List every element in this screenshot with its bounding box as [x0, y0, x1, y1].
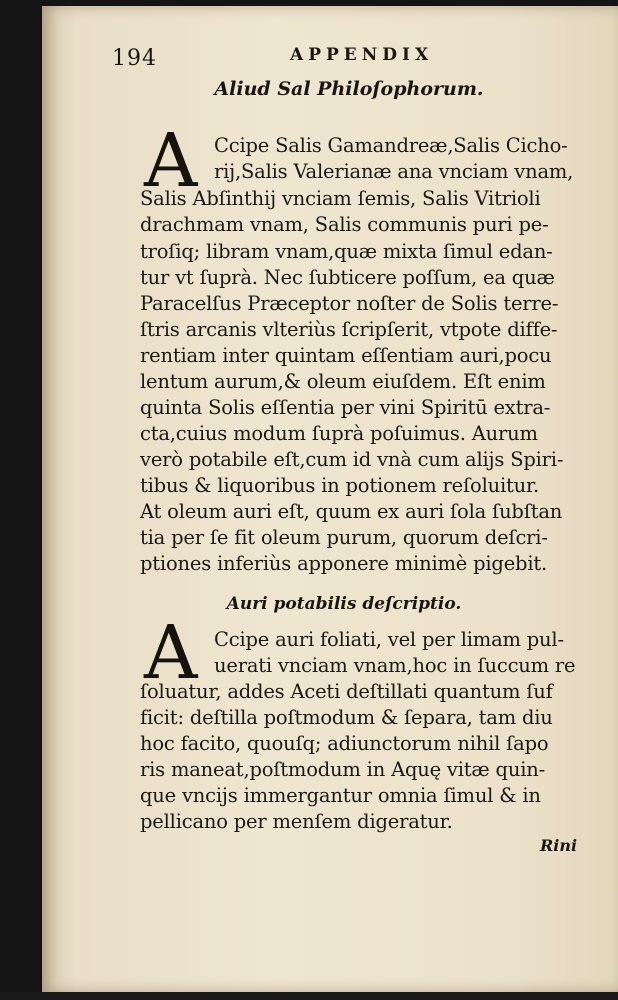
running-head: APPENDIX: [290, 45, 434, 65]
text-line: Ccipe auri foliati, vel per limam pul-: [214, 628, 564, 651]
text-line: lentum aurum,& oleum eiuſdem. Eſt enim: [140, 370, 546, 393]
text-line: hoc facito, quouſq; adiunctorum nihil ſapo: [140, 732, 549, 755]
text-line: At oleum auri eſt, quum ex auri ſola ſubſtan: [140, 500, 563, 523]
text-line: cta,cuius modum ſuprà poſuimus. Aurum: [140, 422, 538, 445]
drop-cap-1: A: [144, 118, 198, 204]
text-line: Ccipe Salis Gamandreæ,Salis Cicho-: [214, 134, 568, 157]
text-line: tibus & liquoribus in potionem reſoluitur.: [140, 474, 539, 497]
scan-border-left: [0, 0, 40, 1000]
drop-cap-2: A: [144, 610, 198, 696]
text-line: Salis Abſinthij vnciam ſemis, Salis Vitrioli: [140, 187, 541, 210]
section-heading-1: Aliud Sal Philoſophorum.: [214, 78, 484, 100]
text-line: ficit: deſtilla poſtmodum & ſepara, tam diu: [140, 706, 553, 729]
text-line: tia per ſe fit oleum purum, quorum deſcri-: [140, 526, 548, 549]
text-line: verò potabile eſt,cum id vnà cum alijs Spiri-: [140, 448, 564, 471]
text-line: rentiam inter quintam eſſentiam auri,pocu: [140, 344, 552, 367]
text-line: tur vt ſuprà. Nec ſubticere poſſum, ea quæ: [140, 266, 555, 289]
text-line: uerati vnciam vnam,hoc in ſuccum re: [214, 654, 576, 677]
catchword: Rini: [540, 836, 578, 855]
text-line: quinta Solis eſſentia per vini Spiritū extra-: [140, 396, 551, 419]
page-number: 194: [112, 46, 157, 71]
text-line: rij,Salis Valerianæ ana vnciam vnam,: [214, 160, 574, 183]
text-line: ſtris arcanis vlteriùs ſcripſerit, vtpote diffe-: [140, 318, 558, 341]
text-line: troſiq; libram vnam,quæ mixta ſimul edan-: [140, 240, 553, 263]
text-line: pellicano per menſem digeratur.: [140, 810, 453, 833]
section-heading-2: Auri potabilis deſcriptio.: [226, 594, 462, 614]
text-line: Paracelſus Præceptor noſter de Solis terre-: [140, 292, 559, 315]
text-line: ris maneat,poſtmodum in Aquę vitæ quin-: [140, 758, 545, 781]
text-line: que vncijs immergantur omnia ſimul & in: [140, 784, 541, 807]
text-line: ſoluatur, addes Aceti deſtillati quantum ſuf: [140, 680, 553, 703]
text-line: ptiones inferiùs apponere minimè pigebit.: [140, 552, 548, 575]
text-line: drachmam vnam, Salis communis puri pe-: [140, 213, 549, 236]
scan-border-bottom: [0, 992, 618, 1000]
